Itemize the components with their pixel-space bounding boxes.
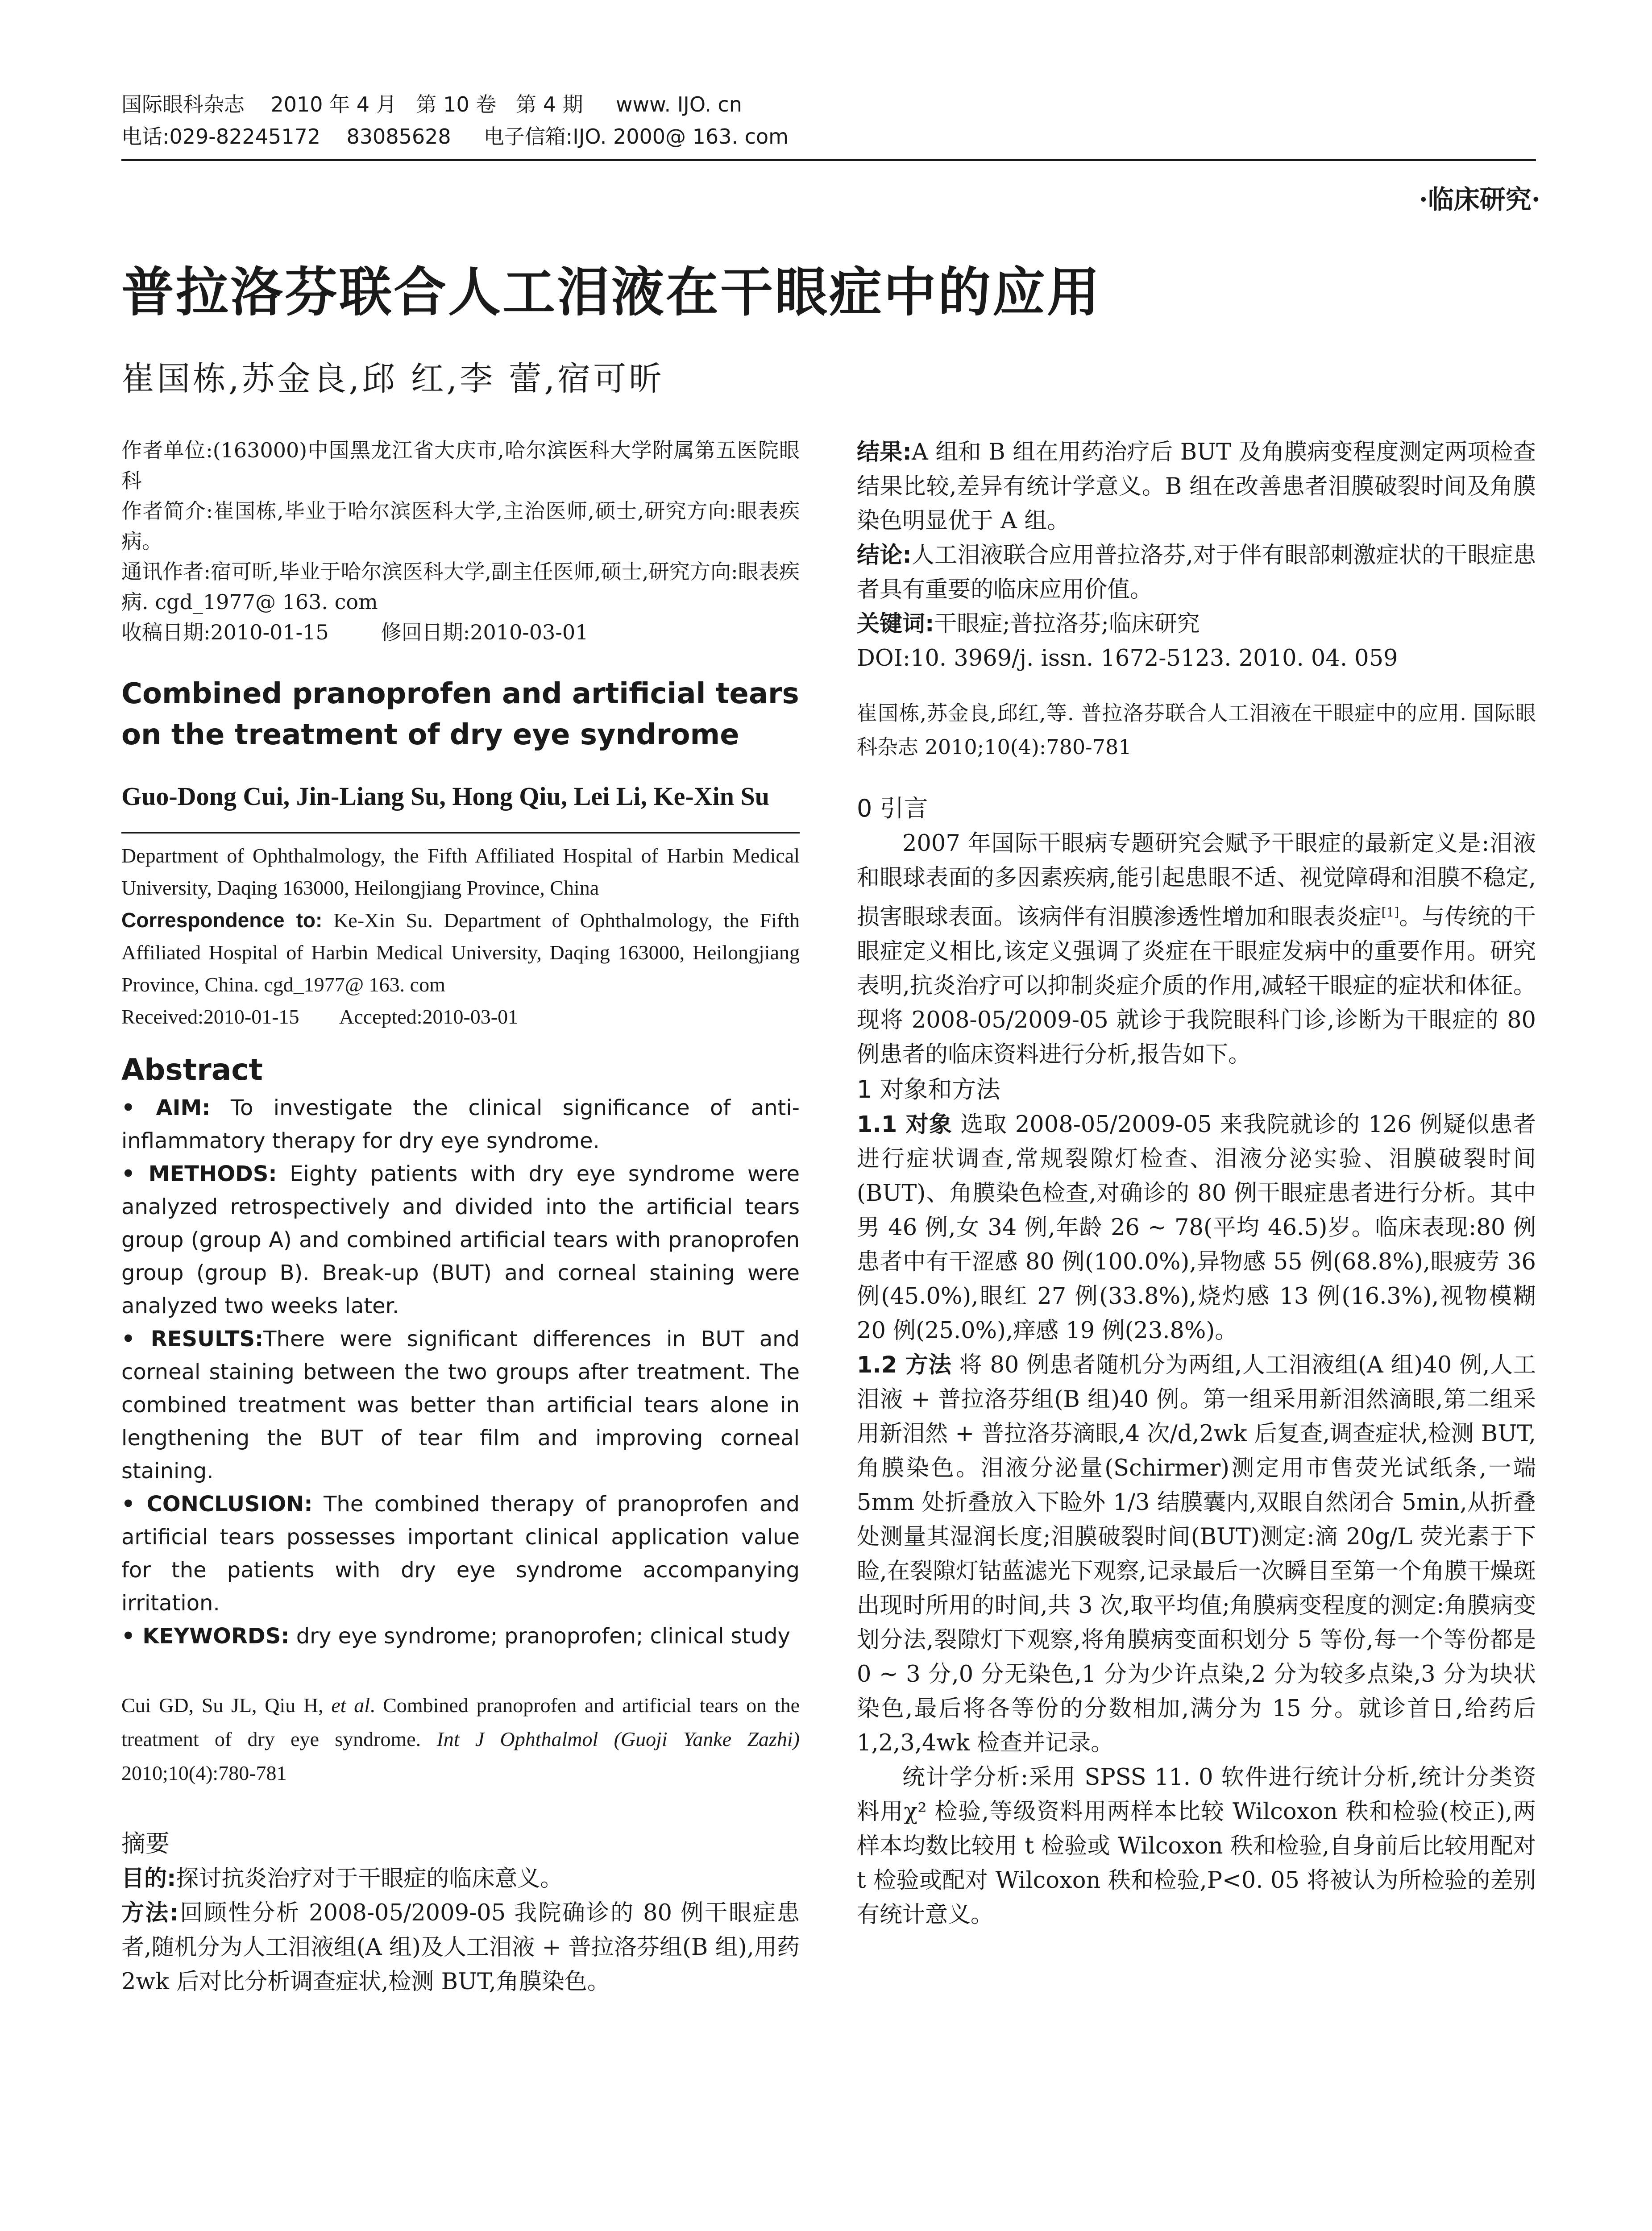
citation-en-journal: Int J Ophthalmol (Guoji Yanke Zazhi): [436, 1728, 800, 1750]
authors-cn: 崔国栋,苏金良,邱 红,李 蕾,宿可昕: [121, 360, 665, 398]
aim-text-cn: 探讨抗炎治疗对于干眼症的临床意义。: [176, 1866, 563, 1892]
results-text-cn: A 组和 B 组在用药治疗后 BUT 及角膜病变程度测定两项检查结果比较,差异有统计学意义。B 组在改善患者泪膜破裂时间及角膜染色明显优于 A 组。: [857, 439, 1536, 534]
right-column: [857, 435, 1536, 1932]
keywords-text-en: dry eye syndrome; pranoprofen; clinical study: [289, 1624, 790, 1649]
abstract-cn-conclusion: [857, 538, 1536, 607]
abstract-cn-keywords: [857, 607, 1536, 641]
abstract-cn-results: [857, 435, 1536, 538]
abstract-cn-aim: [121, 1862, 800, 1896]
methods-label: • METHODS:: [121, 1161, 277, 1186]
methods-text: Eighty patients with dry eye syndrome were analyzed retrospectively and divided into the artificial tears group (group A) and combined artificial tears with pranoprofen group (group B). Break-up (BUT) and corneal staining were analyzed two weeks later.: [121, 1161, 800, 1319]
abstract-keywords: [121, 1620, 800, 1653]
citation-cn: 崔国栋,苏金良,邱红,等. 普拉洛芬联合人工泪液在干眼症中的应用. 国际眼科杂志 2010;10(4):780-781: [857, 701, 1536, 759]
abstract-results: [121, 1323, 800, 1488]
author-bio: 作者简介:崔国栋,毕业于哈尔滨医科大学,主治医师,硕士,研究方向:眼表疾病。: [121, 499, 800, 553]
subjects-text: 选取 2008-05/2009-05 来我院就诊的 126 例疑似患者进行症状调查,常规裂隙灯检查、泪液分泌实验、泪膜破裂时间(BUT)、角膜染色检查,对确诊的 80 例干眼症患者进行分析。其中男 46 例,女 34 例,年龄 26 ~ 78(平均 46.5)岁。临床表现:80 例患者中有干涩感 80 例(100.0%),异物感 55 例(68.8%),眼疲劳 36 例(45.0%),眼红 27 例(33.8%),烧灼感 13 例(16.3%),视物模糊 20 例(25.0%),痒感 19 例(23.8%)。: [857, 1111, 1536, 1344]
intro-text-2: 。与传统的干眼症定义相比,该定义强调了炎症在干眼症发病中的重要作用。研究表明,抗炎治疗可以抑制炎症介质的作用,减轻干眼症的症状和体征。现将 2008-05/2009-05 就诊于我院眼科门诊,诊断为干眼症的 80 例患者的临床资料进行分析,报告如下。: [857, 904, 1536, 1068]
citation-en-title: . Combined pranoprofen and artificial tears on the treatment of dry eye syndrome.: [121, 1694, 800, 1750]
section-label: ·临床研究·: [1419, 184, 1540, 215]
citation-en-authors: Cui GD, Su JL, Qiu H,: [121, 1694, 332, 1717]
intro-heading: 0 引言: [857, 794, 928, 822]
methods-label-cn: 方法:: [121, 1900, 179, 1926]
statistics-paragraph: 统计学分析:采用 SPSS 11. 0 软件进行统计分析,统计分类资料用χ² 检验,等级资料用两样本比较 Wilcoxon 秩和检验(校正),两样本均数比较用 t 检验或 Wilcoxon 秩和检验,自身前后比较用配对 t 检验或配对 Wilcoxon 秩和检验,P<0. 05 将被认为所检验的差别有统计意义。: [857, 1764, 1536, 1928]
keywords-text-cn: 干眼症;普拉洛芬;临床研究: [934, 611, 1200, 637]
intro-text-1: 2007 年国际干眼病专题研究会赋予干眼症的最新定义是:泪液和眼球表面的多因素疾病,能引起患眼不适、视觉障碍和泪膜不稳定,损害眼球表面。该病伴有泪膜渗透性增加和眼表炎症: [857, 830, 1536, 930]
citation-en-volume: 2010;10(4):780-781: [121, 1762, 287, 1784]
correspondence-en: [121, 904, 800, 1001]
intro-paragraph: [857, 826, 1536, 1072]
abstract-conclusion: [121, 1488, 800, 1620]
journal-header: [121, 88, 1536, 153]
header-rule: [121, 159, 1536, 161]
keywords-label-en: • KEYWORDS:: [121, 1624, 290, 1649]
authors-en: Guo-Dong Cui, Jin-Liang Su, Hong Qiu, Lei Li, Ke-Xin Su: [121, 782, 769, 811]
journal-header-line-2: 电话:029-82245172 83085628 电子信箱:IJO. 2000@ 163. com: [121, 124, 789, 149]
correspondence-text: Ke-Xin Su. Department of Ophthalmology, the Fifth Affiliated Hospital of Harbin Medical University, Daqing 163000, Heilongjiang Province, China. cgd_1977@ 163. com: [121, 909, 800, 996]
aim-label: • AIM:: [121, 1095, 211, 1120]
received-accepted: Received:2010-01-15 Accepted:2010-03-01: [121, 1005, 519, 1028]
reference-marker: [1]: [1381, 905, 1399, 920]
methods-subheading: 1.2 方法: [857, 1352, 952, 1378]
subjects-paragraph: [857, 1107, 1536, 1348]
methods-body-text: 将 80 例患者随机分为两组,人工泪液组(A 组)40 例,人工泪液 + 普拉洛芬组(B 组)40 例。第一组采用新泪然滴眼,第二组采用新泪然 + 普拉洛芬滴眼,4 次/d,2wk 后复查,调查症状,检测 BUT,角膜染色。泪液分泌量(Schirmer)测定用市售荧光试纸条,一端 5mm 处折叠放入下睑外 1/3 结膜囊内,双眼自然闭合 5min,从折叠处测量其湿润长度;泪膜破裂时间(BUT)测定:滴 20g/L 荧光素于下睑,在裂隙灯钴蓝滤光下观察,记录最后一次瞬目至第一个角膜干燥斑出现时所用的时间,共 3 次,取平均值;角膜病变程度的测定:角膜病变划分法,裂隙灯下观察,将角膜病变面积划分 5 等份,每一个等份都是 0 ~ 3 分,0 分无染色,1 分为少许点染,2 分为较多点染,3 分为块状染色,最后将各等份的分数相加,满分为 15 分。就诊首日,给药后 1,2,3,4wk 检查并记录。: [857, 1352, 1536, 1756]
results-text: There were significant differences in BUT and corneal staining between the two groups after treatment. The combined treatment was better than artificial tears alone in lengthening the BUT of tear film and improving corneal staining.: [121, 1327, 800, 1484]
abstract-cn-methods: [121, 1896, 800, 1999]
conclusion-text: The combined therapy of pranoprofen and artificial tears possesses important clinical application value for the patients with dry eye syndrome accompanying irritation.: [121, 1492, 800, 1616]
journal-header-line-1: 国际眼科杂志 2010 年 4 月 第 10 卷 第 4 期 www. IJO. cn: [121, 92, 742, 116]
methods-section-heading: 1 对象和方法: [857, 1075, 1000, 1103]
author-info: [121, 435, 800, 647]
aim-text: To investigate the clinical significance of anti-inflammatory therapy for dry eye syndrome.: [121, 1095, 800, 1153]
conclusion-label: • CONCLUSION:: [121, 1492, 313, 1517]
methods-text-cn: 回顾性分析 2008-05/2009-05 我院确诊的 80 例干眼症患者,随机分为人工泪液组(A 组)及人工泪液 + 普拉洛芬组(B 组),用药 2wk 后对比分析调查症状,检测 BUT,角膜染色。: [121, 1900, 800, 1995]
methods-paragraph: [857, 1348, 1536, 1760]
citation-en: [121, 1688, 800, 1790]
author-unit: 作者单位:(163000)中国黑龙江省大庆市,哈尔滨医科大学附属第五医院眼科: [121, 438, 800, 493]
zhaiyao-heading: 摘要: [121, 1829, 170, 1858]
abstract-heading: Abstract: [121, 1053, 263, 1087]
aim-label-cn: 目的:: [121, 1866, 176, 1892]
article-title-en: Combined pranoprofen and artificial tears on the treatment of dry eye syndrome: [121, 677, 799, 751]
affiliation-en: Department of Ophthalmology, the Fifth Affiliated Hospital of Harbin Medical University, Daqing 163000, Heilongjiang Province, China: [121, 844, 800, 899]
conclusion-label-cn: 结论:: [857, 542, 912, 568]
abstract-aim: [121, 1091, 800, 1157]
doi: DOI:10. 3969/j. issn. 1672-5123. 2010. 04. 059: [857, 645, 1398, 672]
correspondence-label: Correspondence to:: [121, 908, 323, 932]
corresponding-author: 通讯作者:宿可昕,毕业于哈尔滨医科大学,副主任医师,硕士,研究方向:眼表疾病. cgd_1977@ 163. com: [121, 560, 800, 614]
article-title-cn: 普拉洛芬联合人工泪液在干眼症中的应用: [121, 261, 1102, 323]
citation-en-etal: et al: [331, 1694, 370, 1717]
abstract-methods: [121, 1157, 800, 1323]
results-label: • RESULTS:: [121, 1327, 264, 1352]
subjects-subheading: 1.1 对象: [857, 1111, 953, 1138]
received-dates-cn: 收稿日期:2010-01-15 修回日期:2010-03-01: [121, 620, 589, 644]
left-column: [121, 435, 800, 1999]
results-label-cn: 结果:: [857, 439, 912, 465]
conclusion-text-cn: 人工泪液联合应用普拉洛芬,对于伴有眼部刺激症状的干眼症患者具有重要的临床应用价值。: [857, 542, 1536, 603]
keywords-label-cn: 关键词:: [857, 611, 934, 637]
